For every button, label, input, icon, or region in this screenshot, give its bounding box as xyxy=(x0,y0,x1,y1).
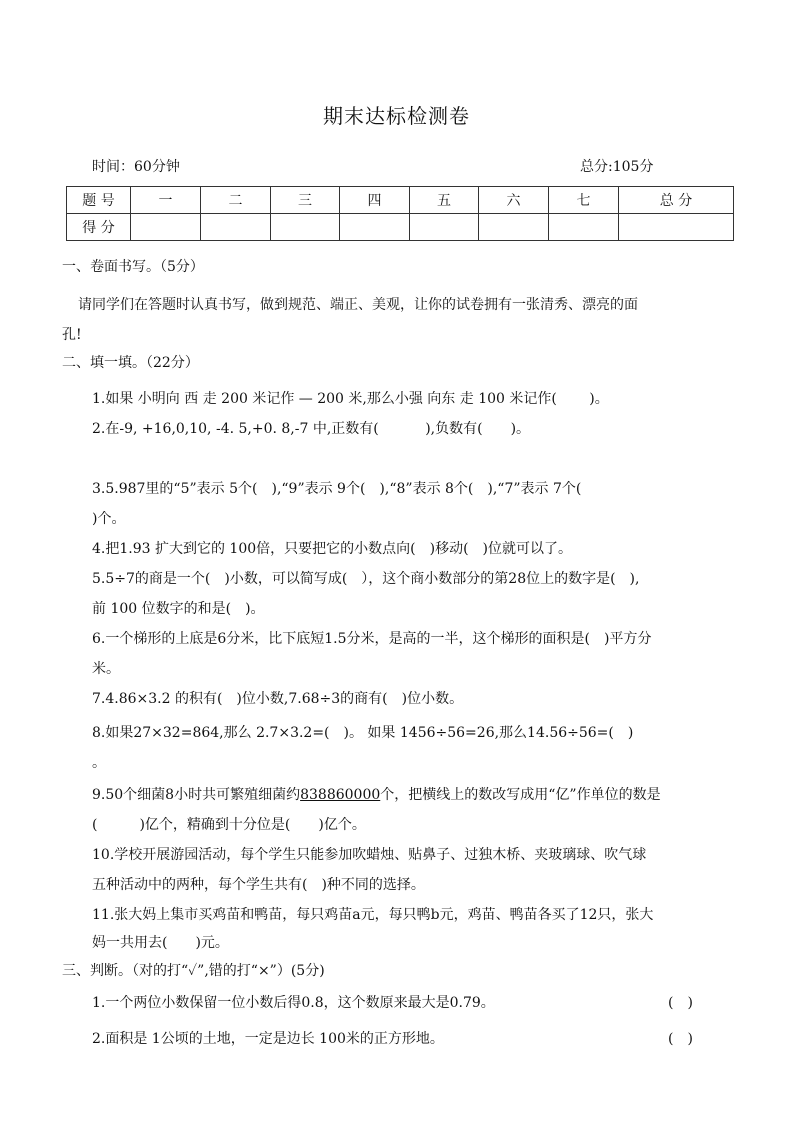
judgement-2-answer-blank[interactable]: ( ) xyxy=(668,1031,693,1047)
question-5-line2: 前 100 位数字的和是( )。 xyxy=(92,601,265,617)
question-9-line2: ( )亿个，精确到十分位是( )亿个。 xyxy=(92,817,366,833)
question-9-text-b: 个，把横线上的数改写成用“亿”作单位的数是 xyxy=(380,787,661,803)
header-cell: 七 xyxy=(549,187,619,214)
question-11-line2: 妈一共用去( )元。 xyxy=(92,935,229,951)
header-cell: 题 号 xyxy=(67,187,131,214)
section1-paragraph-line1: 请同学们在答题时认真书写，做到规范、端正、美观，让你的试卷拥有一张清秀、漂亮的面 xyxy=(78,297,638,313)
header-cell: 二 xyxy=(201,187,271,214)
question-2: 2.在-9, +16,0,10, -4. 5,+0. 8,-7 中,正数有( ),负数有( )。 xyxy=(92,421,531,437)
question-8-line1: 8.如果27×32=864,那么 2.7×3.2=( )。 如果 1456÷56=26,那么14.56÷56=( ) xyxy=(92,725,634,741)
question-11-line1: 11.张大妈上集市买鸡苗和鸭苗，每只鸡苗a元，每只鸭b元，鸡苗、鸭苗各买了12只，张大 xyxy=(92,907,654,923)
judgement-2: 2.面积是 1公顷的土地，一定是边长 100米的正方形地。 xyxy=(92,1031,444,1047)
header-cell: 总 分 xyxy=(619,187,734,214)
section3-heading: 三、判断。（对的打“✓”,错的打“×”）(5分) xyxy=(62,963,325,979)
score-cell[interactable] xyxy=(131,214,201,241)
question-9-text-a: 9.50个细菌8小时共可繁殖细菌约 xyxy=(92,787,301,803)
score-cell[interactable] xyxy=(549,214,619,241)
score-table-score-row xyxy=(67,214,734,241)
exam-title: 期末达标检测卷 xyxy=(323,104,470,128)
question-1: 1.如果 小明向 西 走 200 米记作 — 200 米,那么小强 向东 走 100 米记作( )。 xyxy=(92,391,609,407)
question-4: 4.把1.93 扩大到它的 100倍，只要把它的小数点向( )移动( )位就可以了。 xyxy=(92,541,572,557)
score-cell[interactable] xyxy=(410,214,479,241)
score-table-header-row xyxy=(67,187,734,214)
score-table xyxy=(66,186,734,241)
header-cell: 四 xyxy=(340,187,410,214)
header-cell: 三 xyxy=(271,187,340,214)
section1-heading: 一、卷面书写。（5分） xyxy=(62,259,204,275)
judgement-1-answer-blank[interactable]: ( ) xyxy=(668,995,693,1011)
question-6-line1: 6.一个梯形的上底是6分米，比下底短1.5分米，是高的一半，这个梯形的面积是( )平方分 xyxy=(92,631,652,647)
question-10-line1: 10.学校开展游园活动，每个学生只能参加吹蜡烛、贴鼻子、过独木桥、夹玻璃球、吹气球 xyxy=(92,847,647,863)
question-5-line1: 5.5÷7的商是一个( )小数，可以简写成( ），这个商小数部分的第28位上的数字是( ), xyxy=(92,571,640,587)
header-cell: 五 xyxy=(410,187,479,214)
score-cell[interactable] xyxy=(340,214,410,241)
score-cell[interactable] xyxy=(479,214,549,241)
score-cell[interactable] xyxy=(619,214,734,241)
question-10-line2: 五种活动中的两种，每个学生共有( )种不同的选择。 xyxy=(92,877,425,893)
underlined-number: 838860000 xyxy=(300,787,381,803)
question-9-line1 xyxy=(92,784,661,804)
question-8-line2: 。 xyxy=(92,755,106,771)
total-score: 总分:105分 xyxy=(580,159,654,175)
score-cell[interactable] xyxy=(201,214,271,241)
header-cell: 一 xyxy=(131,187,201,214)
score-cell[interactable] xyxy=(271,214,340,241)
time-limit: 时间：60分钟 xyxy=(92,159,180,175)
question-7: 7.4.86×3.2 的积有( )位小数,7.68÷3的商有( )位小数。 xyxy=(92,691,464,707)
header-cell: 六 xyxy=(479,187,549,214)
row-label-cell: 得 分 xyxy=(67,214,131,241)
question-3-line1: 3.5.987里的“5”表示 5个( ),“9”表示 9个( ),“8”表示 8个( ),“7”表示 7个( xyxy=(92,481,582,497)
section2-heading: 二、填一填。（22分） xyxy=(62,355,199,371)
question-6-line2: 米。 xyxy=(92,661,120,677)
question-3-line2: )个。 xyxy=(92,511,126,527)
judgement-1: 1.一个两位小数保留一位小数后得0.8，这个数原来最大是0.79。 xyxy=(92,995,495,1011)
section1-paragraph-line2: 孔! xyxy=(62,327,82,343)
